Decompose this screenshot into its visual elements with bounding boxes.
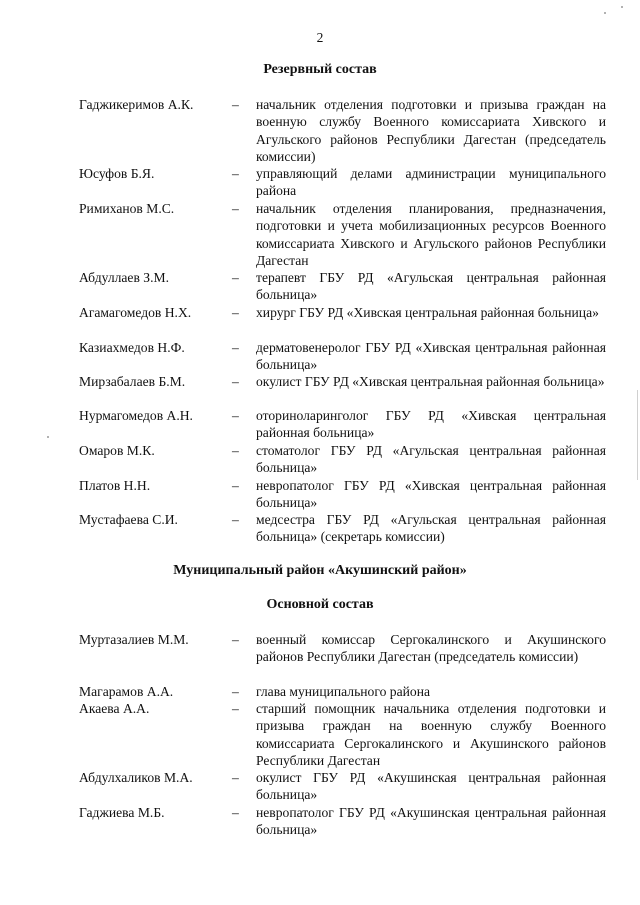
member-position: глава муниципального района	[256, 684, 430, 699]
member-position: военный комиссар Сергокалинского и Акушинского районов Республики Дагестан (председатель комиссии)	[256, 632, 606, 665]
member-position: начальник отделения подготовки и призыва граждан на военную службу Военного комиссариата Хивского и Агульского районов Республики Дагестан (председатель комиссии)	[256, 97, 606, 164]
main-entry-2	[79, 683, 614, 700]
member-name: Абдулхаликов М.А.	[79, 770, 193, 785]
member-position: старший помощник начальника отделения подготовки и призыва граждан на военную службу Военного комиссариата Сергокалинского и Акушинского районов Республики Дагестан	[256, 701, 606, 768]
scan-speck	[621, 6, 623, 8]
member-name: Магарамов А.А.	[79, 684, 174, 699]
dash: –	[232, 166, 239, 181]
member-position: окулист ГБУ РД «Акушинская центральная районная больница»	[256, 770, 606, 803]
reserve-entry-2	[79, 165, 614, 200]
reserve-entry-8	[79, 407, 614, 442]
reserve-heading: Резервный состав	[263, 62, 377, 77]
member-position: терапевт ГБУ РД «Агульская центральная районная больница»	[256, 270, 606, 303]
district-heading: Муниципальный район «Акушинский район»	[173, 563, 467, 578]
member-name: Платов Н.Н.	[79, 478, 151, 493]
member-name: Мустафаева С.И.	[79, 512, 178, 527]
reserve-entry-9	[79, 442, 614, 477]
member-position: хирург ГБУ РД «Хивская центральная районная больница»	[256, 305, 599, 320]
member-name: Гаджикеримов А.К.	[79, 97, 194, 112]
main-heading: Основной состав	[266, 597, 374, 612]
reserve-entry-7	[79, 373, 614, 390]
dash: –	[232, 805, 239, 820]
reserve-entry-11	[79, 511, 614, 546]
dash: –	[232, 684, 239, 699]
reserve-entry-1	[79, 96, 614, 165]
main-entry-3	[79, 700, 614, 769]
reserve-entry-6	[79, 339, 614, 374]
member-position: дерматовенеролог ГБУ РД «Хивская центральная районная больница»	[256, 340, 606, 373]
member-name: Муртазалиев М.М.	[79, 632, 189, 647]
member-position: управляющий делами администрации муниципального района	[256, 166, 606, 199]
member-name: Мирзабалаев Б.М.	[79, 374, 186, 389]
reserve-entry-10	[79, 477, 614, 512]
reserve-entry-4	[79, 269, 614, 304]
member-position: окулист ГБУ РД «Хивская центральная районная больница»	[256, 374, 605, 389]
dash: –	[232, 340, 239, 355]
member-position: медсестра ГБУ РД «Агульская центральная районная больница» (секретарь комиссии)	[256, 512, 606, 545]
dash: –	[232, 443, 239, 458]
page-number: 2	[316, 30, 324, 45]
dash: –	[232, 201, 239, 216]
member-position: стоматолог ГБУ РД «Агульская центральная районная больница»	[256, 443, 606, 476]
dash: –	[232, 305, 239, 320]
scan-speck	[604, 12, 606, 14]
member-position: невропатолог ГБУ РД «Хивская центральная районная больница»	[256, 478, 606, 511]
member-name: Гаджиева М.Б.	[79, 805, 165, 820]
dash: –	[232, 97, 239, 112]
member-position: начальник отделения планирования, предназначения, подготовки и учета мобилизационных ресурсов Военного комиссариата Хивского и Агульского районов Республики Дагестан	[256, 201, 606, 268]
member-name: Нурмагомедов А.Н.	[79, 408, 193, 423]
member-name: Абдуллаев З.М.	[79, 270, 169, 285]
main-entry-4	[79, 769, 614, 804]
main-entry-1	[79, 631, 614, 666]
member-name: Юсуфов Б.Я.	[79, 166, 155, 181]
main-entry-5	[79, 804, 614, 839]
dash: –	[232, 701, 239, 716]
dash: –	[232, 374, 239, 389]
member-position: невропатолог ГБУ РД «Акушинская центральная районная больница»	[256, 805, 606, 838]
member-name: Омаров М.К.	[79, 443, 155, 458]
dash: –	[232, 632, 239, 647]
member-name: Акаева А.А.	[79, 701, 150, 716]
reserve-entry-5	[79, 304, 614, 321]
dash: –	[232, 408, 239, 423]
member-position: оториноларинголог ГБУ РД «Хивская центральная районная больница»	[256, 408, 606, 441]
dash: –	[232, 770, 239, 785]
scan-edge-line	[637, 390, 638, 480]
member-name: Казиахмедов Н.Ф.	[79, 340, 185, 355]
reserve-entry-3	[79, 200, 614, 269]
dash: –	[232, 512, 239, 527]
member-name: Агамагомедов Н.Х.	[79, 305, 192, 320]
dash: –	[232, 478, 239, 493]
scan-speck	[47, 436, 49, 438]
member-name: Римиханов М.С.	[79, 201, 175, 216]
dash: –	[232, 270, 239, 285]
